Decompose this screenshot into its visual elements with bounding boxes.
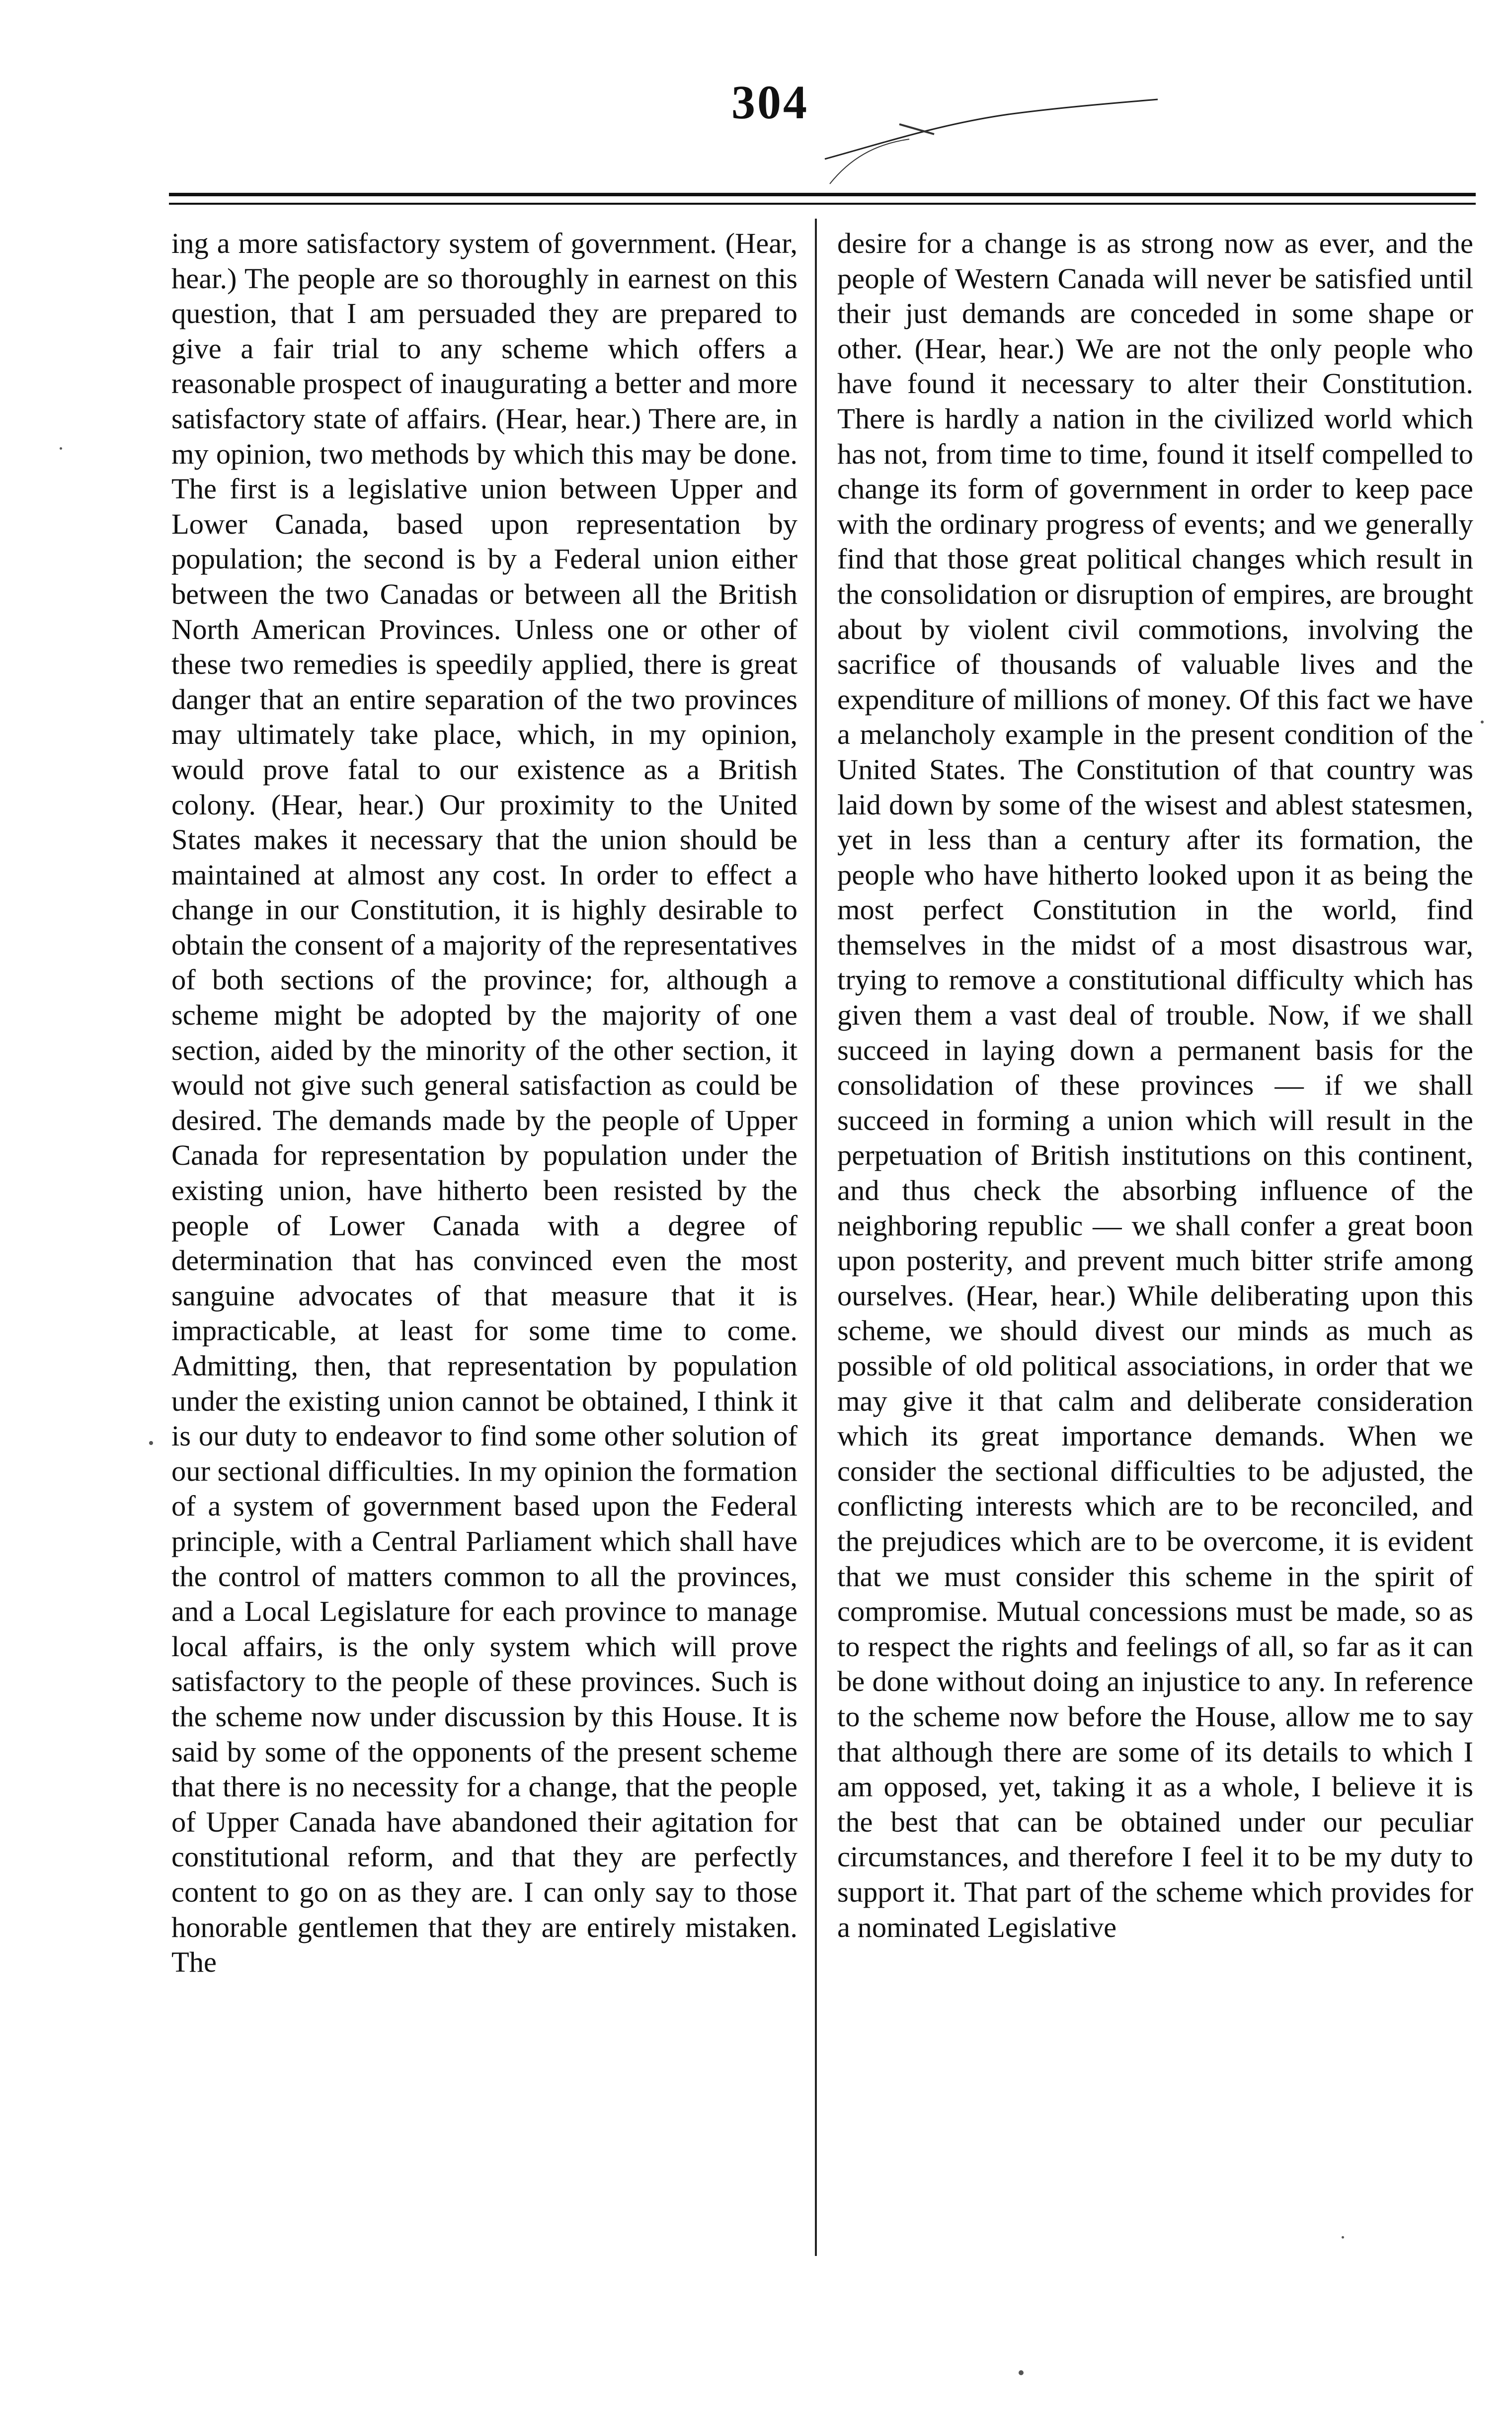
page-number: 304 [731, 76, 809, 129]
scan-speckle [149, 1441, 153, 1445]
scan-speckle [1019, 2370, 1024, 2375]
scan-speckle [1342, 2236, 1344, 2239]
scan-speckle [60, 447, 62, 450]
column-divider [815, 219, 817, 2256]
scan-speckle [1481, 721, 1484, 723]
header-rule-thin [169, 203, 1476, 205]
left-column [171, 226, 797, 2333]
decorative-flourish [820, 84, 1168, 204]
header-rule-thick [169, 193, 1476, 196]
left-column-text: ing a more satisfactory system of government. (Hear, hear.) The people are so thoroughly in earnest on this question, that I am persuaded they are prepared to give a fair trial to any scheme which offers a reasonable prospect of inaugurating a better and more satisfactory state of affairs. (Hear, hear.) There are, in my opinion, two methods by which this may be done. The first is a legislative union between Upper and Lower Canada, based upon representation by population; the second is by a Federal union either between the two Canadas or between all the British North American Provinces. Unless one or other of these two remedies is speedily applied, there is great danger that an entire separation of the two provinces may ultimately take place, which, in my opinion, would prove fatal to our existence as a British colony. (Hear, hear.) Our proximity to the United States makes it necessary that the union should be maintained at almost any cost. In order to effect a change in our Constitution, it is highly desirable to obtain the consent of a majority of the representatives of both sections of the province; for, although a scheme might be adopted by the majority of one section, aided by the minority of the other section, it would not give such general satisfaction as could be desired. The demands made by the people of Upper Canada for representation by population under the existing union, have hitherto been resisted by the people of Lower Canada with a degree of determination that has convinced even the most sanguine advocates of that measure that it is impracticable, at least for some time to come. Admitting, then, that representation by population under the existing union cannot be obtained, I think it is our duty to endeavor to find some other solution of our sectional difficulties. In my opinion the formation of a system of government based upon the Federal principle, with a Central Parliament which shall have the control of matters common to all the provinces, and a Local Legislature for each province to manage local affairs, is the only system which will prove satisfactory to the people of these provinces. Such is the scheme now under discussion by this House. It is said by some of the opponents of the present scheme that there is no necessity for a change, that the people of Upper Canada have abandoned their agitation for constitutional reform, and that they are perfectly content to go on as they are. I can only say to those honorable gentlemen that they are entirely mistaken. The [171, 227, 797, 1979]
right-column [837, 226, 1473, 2333]
right-column-text: desire for a change is as strong now as ever, and the people of Western Canada will never be satisfied until their just demands are conceded in some shape or other. (Hear, hear.) We are not the only people who have found it necessary to alter their Constitution. There is hardly a nation in the civilized world which has not, from time to time, found it itself compelled to change its form of government in order to keep pace with the ordinary progress of events; and we generally find that those great political changes which result in the consolidation or disruption of empires, are brought about by violent civil commotions, involving the sacrifice of thousands of valuable lives and the expenditure of millions of money. Of this fact we have a melancholy example in the present condition of the United States. The Constitution of that country was laid down by some of the wisest and ablest statesmen, yet in less than a century after its formation, the people who have hitherto looked upon it as being the most perfect Constitution in the world, find themselves in the midst of a most disastrous war, trying to remove a constitutional difficulty which has given them a vast deal of trouble. Now, if we shall succeed in laying down a permanent basis for the consolidation of these provinces — if we shall succeed in forming a union which will result in the perpetuation of British institutions on this continent, and thus check the absorbing influence of the neighboring republic — we shall confer a great boon upon posterity, and prevent much bitter strife among ourselves. (Hear, hear.) While deliberating upon this scheme, we should divest our minds as much as possible of old political associations, in order that we may give it that calm and deliberate consideration which its great importance demands. When we consider the sectional difficulties to be adjusted, the conflicting interests which are to be reconciled, and the prejudices which are to be overcome, it is evident that we must consider this scheme in the spirit of compromise. Mutual concessions must be made, so as to respect the rights and feelings of all, so far as it can be done without doing an injustice to any. In reference to the scheme now before the House, allow me to say that although there are some of its details to which I am opposed, yet, taking it as a whole, I believe it is the best that can be obtained under our peculiar circumstances, and therefore I feel it to be my duty to support it. That part of the scheme which provides for a nominated Legislative [837, 227, 1473, 1943]
